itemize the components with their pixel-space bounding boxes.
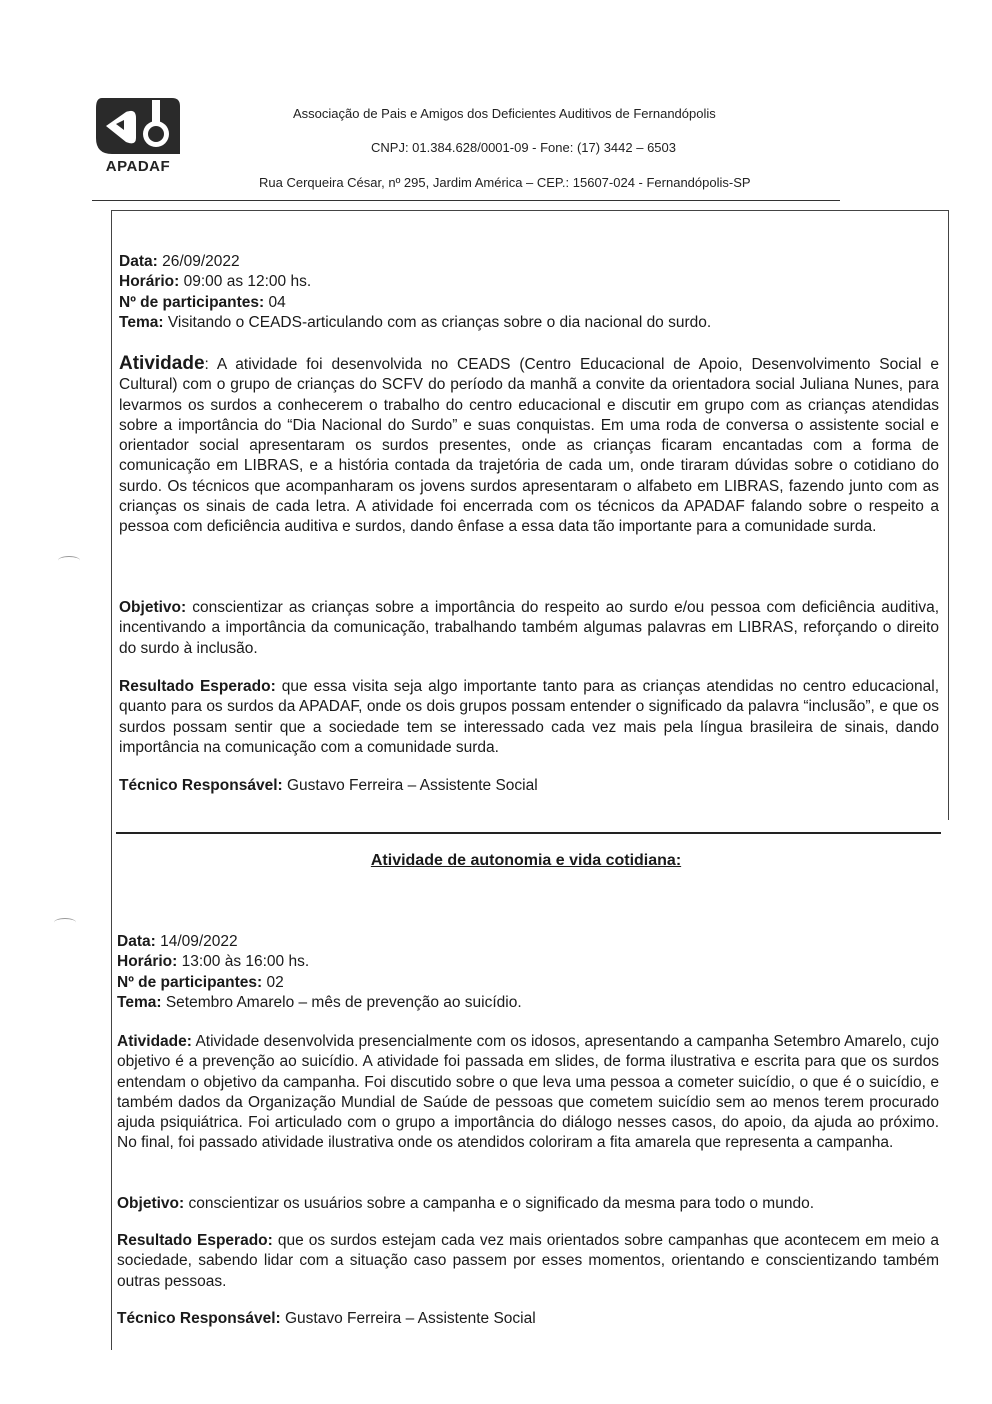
tecnico-label: Técnico Responsável: bbox=[119, 777, 283, 794]
section2-atividade bbox=[117, 1032, 939, 1154]
objetivo-label: Objetivo: bbox=[119, 599, 187, 616]
content-frame-left bbox=[111, 210, 112, 1350]
section1-objetivo bbox=[119, 598, 939, 659]
resultado-text: que essa visita seja algo importante tanto para as crianças atendidas no centro educacional, quanto para os surdos da APADAF, onde os dois grupos possam entender o significado da palavra “inclusão”, e que os surdos possam sentir que a sociedade tem se interessado cada vez mais pela língua brasileira de sinais, dando importância na comunicação com a comunidade surda. bbox=[119, 678, 940, 756]
section1-data: Data: 26/09/2022 bbox=[119, 253, 240, 270]
content-frame-right bbox=[948, 210, 949, 820]
section2-objetivo bbox=[117, 1194, 939, 1214]
scan-mark bbox=[58, 556, 80, 565]
content-frame-top bbox=[111, 210, 949, 211]
section2-resultado bbox=[117, 1231, 939, 1292]
tecnico-label: Técnico Responsável: bbox=[117, 1310, 281, 1327]
section-divider bbox=[116, 832, 941, 834]
objetivo-text: conscientizar as crianças sobre a importância do respeito ao surdo e/ou pessoa com deficiência auditiva, incentivando a importância da comunicação, trabalhando também algumas palavras em LIBRAS, reforçando o direito do surdo à inclusão. bbox=[119, 599, 939, 657]
section1-participantes: Nº de participantes: 04 bbox=[119, 293, 286, 311]
resultado-label: Resultado Esperado: bbox=[119, 678, 276, 695]
objetivo-label: Objetivo: bbox=[117, 1195, 185, 1212]
atividade-label: Atividade: bbox=[117, 1033, 192, 1050]
section2-data: Data: 14/09/2022 bbox=[117, 933, 238, 950]
atividade-label: Atividade bbox=[119, 353, 205, 374]
tecnico-text: Gustavo Ferreira – Assistente Social bbox=[280, 1310, 536, 1327]
tecnico-text: Gustavo Ferreira – Assistente Social bbox=[282, 777, 538, 794]
scan-mark bbox=[54, 918, 76, 927]
logo-text: APADAF bbox=[105, 158, 171, 175]
header-divider bbox=[92, 200, 840, 201]
org-name: Associação de Pais e Amigos dos Deficientes Auditivos de Fernandópolis bbox=[293, 106, 716, 121]
section1-tecnico bbox=[119, 776, 939, 796]
section1-meta bbox=[119, 252, 939, 333]
section2-tema: Tema: Setembro Amarelo – mês de prevenção ao suicídio. bbox=[117, 993, 522, 1011]
atividade-text: Atividade desenvolvida presencialmente com os idosos, apresentando a campanha Setembro Amarelo, cujo objetivo é a prevenção ao suicídio. A atividade foi passada em slides, de forma ilustrativa e escrita para que os surdos entendam o objetivo da campanha. Foi discutido sobre o que leva uma pessoa a cometer suicídio, o que é o suicídio, e também dados da Organização Mundial de Saúde de pessoas que cometem suicídio sem ao menos terem procurado ajuda psiquiátrica. Foi articulado com o grupo a importância do diálogo nesses casos, do apoio, da ajuda ao próximo. No final, foi passado atividade ilustrativa onde os atendidos coloriram a fita amarela que representa a campanha. bbox=[117, 1033, 939, 1152]
org-contact: CNPJ: 01.384.628/0001-09 - Fone: (17) 3442 – 6503 bbox=[371, 140, 676, 155]
ear-logo-icon bbox=[92, 96, 184, 158]
org-address: Rua Cerqueira César, nº 295, Jardim América – CEP.: 15607-024 - Fernandópolis-SP bbox=[259, 175, 751, 190]
section2-title: Atividade de autonomia e vida cotidiana: bbox=[370, 852, 682, 869]
apadaf-logo bbox=[92, 96, 184, 178]
objetivo-text: conscientizar os usuários sobre a campanha e o significado da mesma para todo o mundo. bbox=[184, 1195, 815, 1212]
section2-horario: Horário: 13:00 às 16:00 hs. bbox=[117, 953, 310, 971]
section1-atividade bbox=[119, 354, 939, 538]
atividade-text: : A atividade foi desenvolvida no CEADS (Centro Educacional de Apoio, Desenvolvimento Social e Cultural) com o grupo de crianças do SCFV do período da manhã a convite da orientadora social Juliana Nunes, para levarmos os surdos a conhecerem o trabalho do centro educacional e discutir em grupo com as crianças atendidas sobre a importância do “Dia Nacional do Surdo” e suas conquistas. Em uma roda de conversa o assistente social e orientador social apresentaram os surdos presentes, onde as crianças ficaram encantadas com a forma de comunicação em LIBRAS, e a história contada da trajetória de cada um, onde tiraram dúvidas sobre o cotidiano do surdo. Os técnicos que acompanharam os jovens surdos apresentaram o alfabeto em LIBRAS, fazendo junto com as crianças os sinais de cada letra. A atividade foi encerrada com os técnicos da APADAF falando sobre o respeito a pessoa com deficiência auditiva e surdos, dando ênfase a essa data tão importante para a comunidade surda. bbox=[119, 356, 939, 536]
section2-tecnico bbox=[117, 1309, 939, 1329]
section1-resultado bbox=[119, 677, 939, 758]
resultado-label: Resultado Esperado: bbox=[117, 1232, 273, 1249]
resultado-text: que os surdos estejam cada vez mais orientados sobre campanhas que acontecem em meio a sociedade, sabendo lidar com a situação caso passem por esses momentos, orientando e conscientizando também outras pessoas. bbox=[117, 1232, 939, 1290]
section2-meta bbox=[117, 932, 939, 1013]
section1-tema: Tema: Visitando o CEADS-articulando com as crianças sobre o dia nacional do surdo. bbox=[119, 313, 712, 331]
section2-participantes: Nº de participantes: 02 bbox=[117, 973, 284, 991]
section1-horario: Horário: 09:00 as 12:00 hs. bbox=[119, 273, 312, 291]
